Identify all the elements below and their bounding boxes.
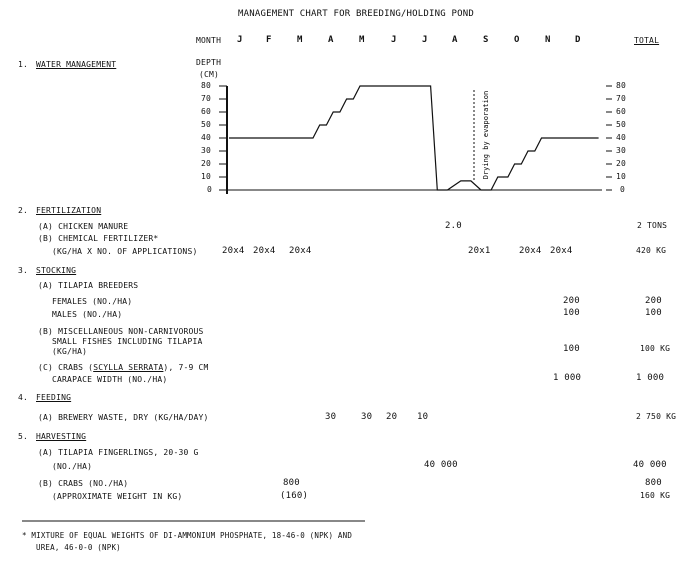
right-tick-label: 80 bbox=[616, 81, 627, 90]
right-tick-label: 60 bbox=[616, 107, 627, 116]
drying-annotation: Drying by evaporation bbox=[482, 90, 490, 180]
chem-fert-mar: 20x4 bbox=[289, 246, 312, 256]
misc-fishes-label-1: (B) MISCELLANEOUS NON-CARNIVOROUS bbox=[38, 327, 204, 336]
water-depth-line bbox=[229, 86, 599, 190]
footnote-line-2: UREA, 46-0-0 (NPK) bbox=[36, 543, 121, 552]
chem-fert-total: 420 KG bbox=[636, 246, 667, 255]
month-sep: S bbox=[483, 35, 489, 45]
males-label: MALES (NO./HA) bbox=[52, 310, 123, 319]
brewery-waste-may: 30 bbox=[361, 412, 373, 422]
section-2-number: 2. bbox=[18, 206, 29, 215]
fingerlings-label-1: (A) TILAPIA FINGERLINGS, 20-30 G bbox=[38, 448, 199, 457]
month-apr: A bbox=[328, 35, 334, 45]
month-may: M bbox=[359, 35, 365, 45]
tilapia-breeders-label: (A) TILAPIA BREEDERS bbox=[38, 281, 139, 290]
fingerlings-value: 40 000 bbox=[424, 460, 458, 470]
left-tick-label: 60 bbox=[201, 107, 212, 116]
chem-fert-sep: 20x1 bbox=[468, 246, 491, 256]
chicken-manure-label: (A) CHICKEN MANURE bbox=[38, 222, 129, 231]
depth-label: DEPTH bbox=[196, 58, 222, 67]
feeding-heading: FEEDING bbox=[36, 393, 72, 402]
left-tick-label: 0 bbox=[207, 185, 213, 194]
harvesting-heading: HARVESTING bbox=[36, 432, 87, 441]
crabs-harvest-weight: (160) bbox=[280, 491, 309, 501]
chem-fert-nov: 20x4 bbox=[550, 246, 573, 256]
crabs-harvest-label-2: (APPROXIMATE WEIGHT IN KG) bbox=[52, 492, 183, 501]
total-label: TOTAL bbox=[634, 36, 660, 45]
brewery-waste-label: (A) BREWERY WASTE, DRY (KG/HA/DAY) bbox=[38, 413, 209, 422]
right-tick-label: 0 bbox=[620, 185, 626, 194]
right-tick-label: 10 bbox=[616, 172, 627, 181]
misc-fishes-total: 100 KG bbox=[640, 344, 671, 353]
chem-fert-oct: 20x4 bbox=[519, 246, 542, 256]
misc-fishes-value: 100 bbox=[563, 344, 580, 354]
stocking-heading: STOCKING bbox=[36, 266, 77, 275]
brewery-waste-jun: 20 bbox=[386, 412, 398, 422]
right-tick-label: 30 bbox=[616, 146, 627, 155]
crabs-species-name: SCYLLA SERRATA bbox=[93, 363, 164, 372]
males-total: 100 bbox=[645, 308, 662, 318]
fertilization-heading: FERTILIZATION bbox=[36, 206, 102, 215]
left-tick-label: 10 bbox=[201, 172, 212, 181]
crabs-stock-label-2: CARAPACE WIDTH (NO./HA) bbox=[52, 375, 168, 384]
right-tick-label: 20 bbox=[616, 159, 627, 168]
chem-fert-label-1: (B) CHEMICAL FERTILIZER* bbox=[38, 234, 159, 243]
month-label: MONTH bbox=[196, 36, 222, 45]
misc-fishes-label-2: SMALL FISHES INCLUDING TILAPIA bbox=[52, 337, 203, 346]
left-tick-label: 20 bbox=[201, 159, 212, 168]
page-title: MANAGEMENT CHART FOR BREEDING/HOLDING POND bbox=[238, 9, 474, 19]
left-tick-label: 80 bbox=[201, 81, 212, 90]
right-axis-ticks bbox=[606, 86, 612, 190]
chem-fert-feb: 20x4 bbox=[253, 246, 276, 256]
crabs-harvest-label-1: (B) CRABS (NO./HA) bbox=[38, 479, 129, 488]
left-tick-label: 50 bbox=[201, 120, 212, 129]
section-1-number: 1. bbox=[18, 60, 29, 69]
month-oct: O bbox=[514, 35, 520, 45]
crabs-harvest-value: 800 bbox=[283, 478, 300, 488]
section-5-number: 5. bbox=[18, 432, 29, 441]
month-jun: J bbox=[391, 35, 397, 45]
month-jan: J bbox=[237, 35, 243, 45]
crabs-stock-label-1c: ), 7-9 CM bbox=[163, 363, 209, 372]
brewery-waste-apr: 30 bbox=[325, 412, 337, 422]
month-aug: A bbox=[452, 35, 458, 45]
section-4-number: 4. bbox=[18, 393, 29, 402]
crabs-stock-value: 1 000 bbox=[553, 373, 582, 383]
females-value: 200 bbox=[563, 296, 580, 306]
chem-fert-label-2: (KG/HA X NO. OF APPLICATIONS) bbox=[52, 247, 198, 256]
section-3-number: 3. bbox=[18, 266, 29, 275]
chem-fert-jan: 20x4 bbox=[222, 246, 245, 256]
females-label: FEMALES (NO./HA) bbox=[52, 297, 133, 306]
fingerlings-total: 40 000 bbox=[633, 460, 667, 470]
month-nov: N bbox=[545, 35, 551, 45]
left-tick-label: 30 bbox=[201, 146, 212, 155]
crabs-stock-label-1a: (C) CRABS ( bbox=[38, 363, 94, 372]
month-feb: F bbox=[266, 35, 272, 45]
month-mar: M bbox=[297, 35, 303, 45]
misc-fishes-label-3: (KG/HA) bbox=[52, 347, 88, 356]
females-total: 200 bbox=[645, 296, 662, 306]
month-jul: J bbox=[422, 35, 428, 45]
left-tick-label: 40 bbox=[201, 133, 212, 142]
chicken-manure-aug: 2.0 bbox=[445, 221, 462, 231]
males-value: 100 bbox=[563, 308, 580, 318]
crabs-harvest-weight-total: 160 KG bbox=[640, 491, 671, 500]
left-axis-ticks bbox=[219, 86, 227, 190]
crabs-stock-label-1 bbox=[38, 363, 209, 373]
crabs-stock-total: 1 000 bbox=[636, 373, 665, 383]
left-tick-label: 70 bbox=[201, 94, 212, 103]
brewery-waste-jul: 10 bbox=[417, 412, 429, 422]
footnote-line-1: * MIXTURE OF EQUAL WEIGHTS OF DI-AMMONIUM PHOSPHATE, 18-46-0 (NPK) AND bbox=[22, 531, 353, 540]
right-tick-label: 40 bbox=[616, 133, 627, 142]
right-tick-label: 50 bbox=[616, 120, 627, 129]
chicken-manure-total: 2 TONS bbox=[637, 221, 668, 230]
right-tick-label: 70 bbox=[616, 94, 627, 103]
fingerlings-label-2: (NO./HA) bbox=[52, 462, 93, 471]
brewery-waste-total: 2 750 KG bbox=[636, 412, 677, 421]
crabs-harvest-total: 800 bbox=[645, 478, 662, 488]
water-heading: WATER MANAGEMENT bbox=[36, 60, 117, 69]
month-dec: D bbox=[575, 35, 581, 45]
depth-unit: (CM) bbox=[199, 70, 220, 79]
